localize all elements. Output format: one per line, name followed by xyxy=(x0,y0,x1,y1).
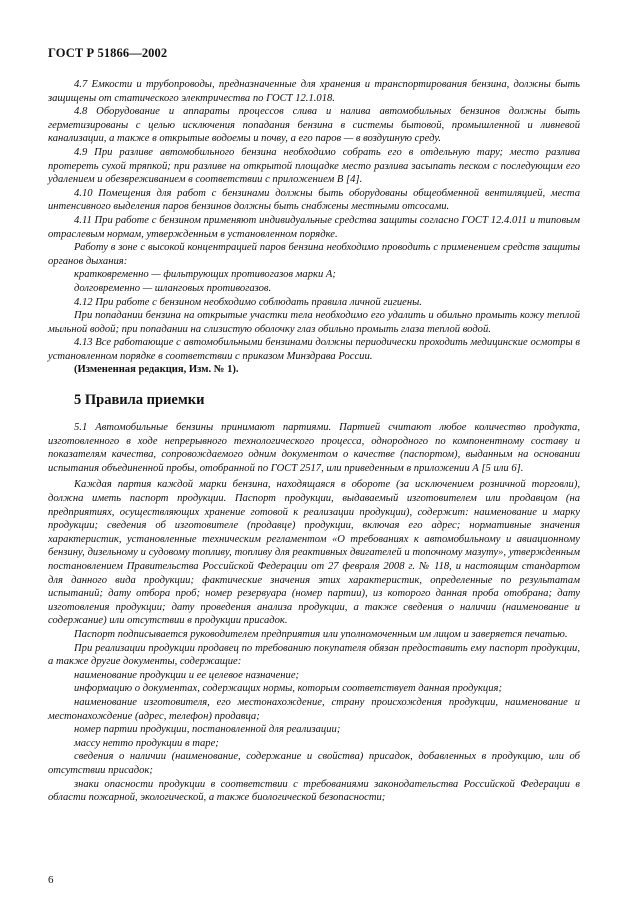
list-item-additives: сведения о наличии (наименование, содержание и свойства) присадок, добавленных в продукцию, или об отсутствии присадок; xyxy=(48,751,580,776)
paragraph-passport-signature: Паспорт подписывается руководителем предприятия или уполномоченным им лицом и заверяется печатью. xyxy=(74,628,568,640)
list-item-short-term: кратковременно — фильтрующих противогазов марки А; xyxy=(74,269,336,281)
list-item-product-name: наименование продукции и ее целевое назначение; xyxy=(74,669,300,681)
paragraph-5-1: 5.1 Автомобильные бензины принимают партиями. Партией считают любое количество продукта, изготовленного в ходе непрерывного технологического процесса, однородного по компонентному составу и показателям качества, сопровождаемого одним документом о качестве (паспортом), выданным на основании испытания объединенной пробы, отобранной по ГОСТ 2517, или приведенным в приложении А [5 или 6]. xyxy=(48,422,580,474)
paragraph-4-7: 4.7 Емкости и трубопроводы, предназначенные для хранения и транспортирования бензина, должны быть защищены от статического электричества по ГОСТ 12.1.018. xyxy=(48,79,580,104)
page-number: 6 xyxy=(48,874,54,886)
list-item-manufacturer: наименование изготовителя, его местонахождение, страну происхождения продукции, наименование и местонахождение (адрес, телефон) продавца; xyxy=(48,696,580,722)
paragraph-skin-contact: При попадании бензина на открытые участки тела необходимо его удалить и обильно промыть кожу теплой мыльной водой; при попадании на слизистую оболочку глаз обильно промыть глаза теплой водой. xyxy=(48,310,580,335)
section-title: 5 Правила приемки xyxy=(74,392,205,409)
paragraph-4-9: 4.9 При разливе автомобильного бензина необходимо собрать его в отдельную тару; место разлива протереть сухой тряпкой; при разливе на открытой площадке место разлива засыпать песком с последующим его удалением и обезвреживанием в соответствии с приложением В [4]. xyxy=(48,146,580,186)
paragraph-4-12: 4.12 При работе с бензином необходимо соблюдать правила личной гигиены. xyxy=(74,296,422,308)
list-item-batch-number: номер партии продукции, постановленной для реализации; xyxy=(74,724,341,736)
paragraph-documents-intro: При реализации продукции продавец по требованию покупателя обязан предоставить ему паспорт продукции, а также другие документы, содержащие: xyxy=(48,642,580,668)
paragraph-4-10: 4.10 Помещения для работ с бензинами должны быть оборудованы общеобменной вентиляцией, места интенсивного выделения паров бензинов должны быть снабжены местными отсосами. xyxy=(48,187,580,213)
list-item-long-term: долговременно — шланговых противогазов. xyxy=(74,282,272,294)
paragraph-4-11: 4.11 При работе с бензином применяют индивидуальные средства защиты согласно ГОСТ 12.4.011 и типовым отраслевым нормам, утвержденным в установленном порядке. xyxy=(48,214,580,240)
document-body xyxy=(48,78,580,805)
list-item-net-mass: массу нетто продукции в таре; xyxy=(74,737,219,749)
list-item-documents-info: информацию о документах, содержащих нормы, которым соответствует данная продукция; xyxy=(74,683,502,695)
paragraph-4-13: 4.13 Все работающие с автомобильными бензинами должны периодически проходить медицинские осмотры в установленном порядке в соответствии с приказом Минздрава России. xyxy=(48,337,580,362)
paragraph-4-8: 4.8 Оборудование и аппараты процессов слива и налива автомобильных бензинов должны быть герметизированы с целью исключения попадания бензина в системы бытовой, промышленной и ливневой канализации, а также в открытые водоемы и почву, а его паров — в воздушную среду. xyxy=(48,106,580,145)
document-header: ГОСТ Р 51866—2002 xyxy=(48,46,168,60)
amendment-note: (Измененная редакция, Изм. № 1). xyxy=(74,364,239,376)
paragraph-batch-passport: Каждая партия каждой марки бензина, находящаяся в обороте (за исключением розничной торговли), должна иметь паспорт продукции. Паспорт продукции, выдаваемый изготовителем или продавцом (на предприятиях, осуществляющих хранение готовой к реализации продукции), содержит: наименование и марку продукции; сведения об изготовителе (продавце) продукции, включая его адрес; нормативные значения характеристик, установленные техническим регламентом «О требованиях к автомобильному и авиационному бензину, дизельному и судовому топливу, топливу для реактивных двигателей и топочному мазуту», утвержденным постановлением Правительства Российской Федерации от 27 февраля 2008 г. № 118, и настоящим стандартом для данного вида продукции; фактические значения этих характеристик, определенные по результатам испытаний; дату отбора проб; номер резервуара (номер партии), из которого данная проба отобрана; дату изготовления продукции; дату проведения анализа продукции, а также сведения о наличии (наименование и содержание) или отсутствии в продукции присадок. xyxy=(48,479,580,627)
list-item-hazard-signs: знаки опасности продукции в соответствии с требованиями законодательства Российской Федерации в области пожарной, экологической, а также биологической безопасности; xyxy=(48,778,580,804)
paragraph-respiratory-protection: Работу в зоне с высокой концентрацией паров бензина необходимо проводить с применением средств защиты органов дыхания: xyxy=(48,242,580,267)
